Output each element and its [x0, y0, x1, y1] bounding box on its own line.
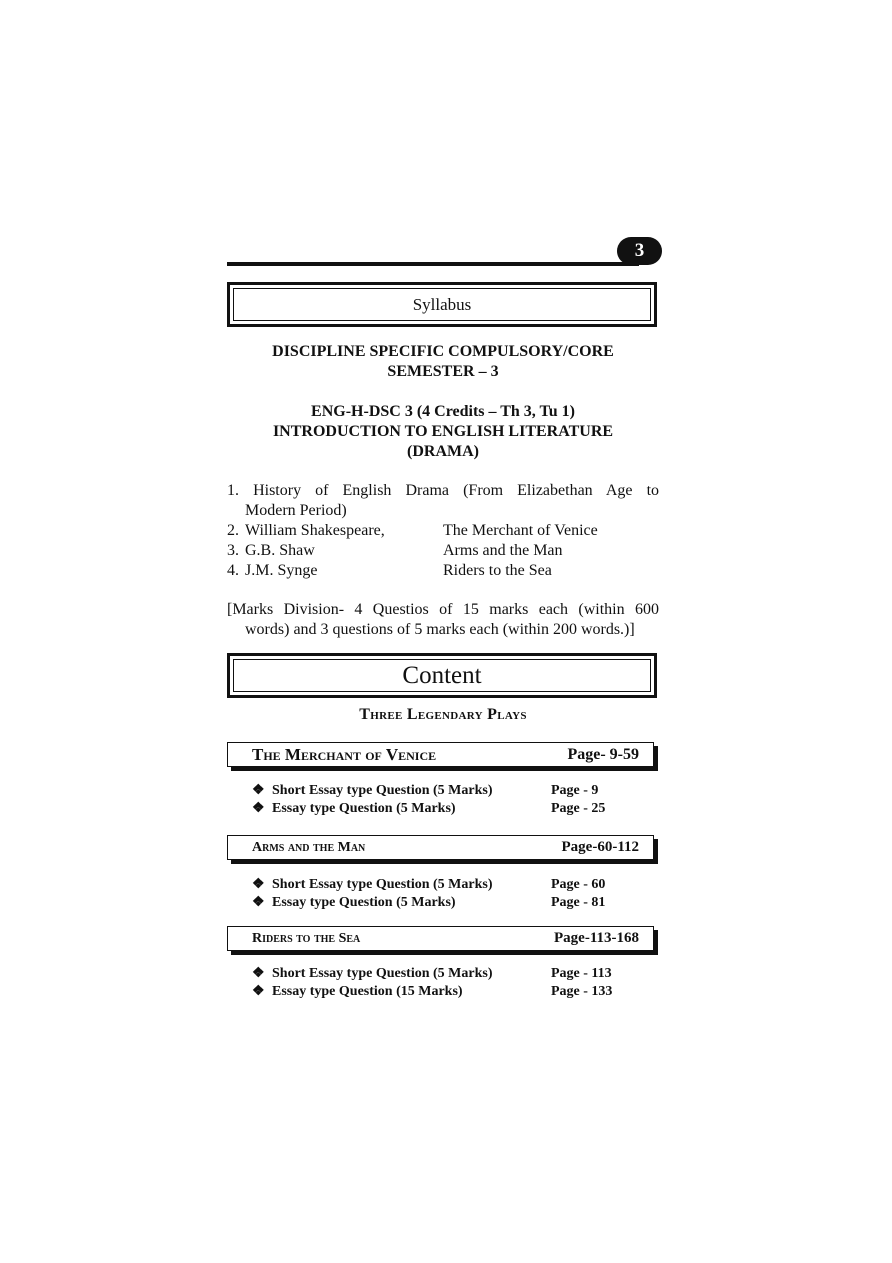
list-item [227, 541, 659, 561]
item-author: William Shakespeare, [245, 522, 385, 539]
play-page-range: Page-113-168 [554, 930, 639, 946]
question-list [252, 782, 652, 818]
question-list [252, 876, 652, 912]
marks-line-1: [Marks Division- 4 Questios of 15 marks each (within 600 [227, 601, 659, 618]
item-work: The Merchant of Venice [443, 522, 598, 539]
question-label: Essay type Question (5 Marks) [272, 801, 456, 816]
list-item [252, 983, 652, 1001]
diamond-bullet-icon: ❖ [252, 966, 265, 981]
play-title: Riders to the Sea [252, 930, 361, 946]
course-code: ENG-H-DSC 3 (4 Credits – Th 3, Tu 1) [311, 403, 575, 420]
marks-line-2: words) and 3 questions of 5 marks each (within 200 words.)] [245, 621, 635, 638]
play-box-arms-and-the-man [227, 835, 654, 860]
diamond-bullet-icon: ❖ [252, 801, 265, 816]
syllabus-list [227, 481, 659, 581]
diamond-bullet-icon: ❖ [252, 895, 265, 910]
course-title: INTRODUCTION TO ENGLISH LITERATURE [272, 423, 614, 440]
play-page-range: Page-60-112 [561, 839, 639, 855]
content-heading: Content [233, 659, 651, 692]
list-item [252, 894, 652, 912]
list-item [252, 800, 652, 818]
item-author: G.B. Shaw [245, 542, 315, 559]
item-number: 2. [227, 522, 239, 539]
list-item [227, 521, 659, 541]
question-label: Short Essay type Question (5 Marks) [272, 783, 493, 798]
question-list [252, 965, 652, 1001]
play-page-range: Page- 9-59 [567, 745, 639, 763]
question-page: Page - 113 [551, 966, 612, 981]
content-heading-box [227, 653, 657, 698]
question-page: Page - 133 [551, 984, 613, 999]
item-work: Riders to the Sea [443, 562, 552, 579]
question-page: Page - 25 [551, 801, 606, 816]
item-author: J.M. Synge [245, 562, 318, 579]
item-number: 1. [227, 482, 239, 499]
play-box-riders-to-the-sea [227, 926, 654, 951]
header-rule [227, 262, 639, 266]
list-item [252, 965, 652, 983]
play-title: The Merchant of Venice [252, 744, 437, 764]
question-page: Page - 81 [551, 895, 606, 910]
question-label: Essay type Question (5 Marks) [272, 895, 456, 910]
content-subtitle: Three Legendary Plays [359, 706, 527, 723]
course-subtitle: (DRAMA) [407, 443, 479, 460]
item-text: History of English Drama (From Elizabethan Age to [253, 482, 660, 499]
item-number: 4. [227, 562, 239, 579]
play-title: Arms and the Man [252, 839, 366, 855]
list-item [252, 876, 652, 894]
question-label: Essay type Question (15 Marks) [272, 984, 463, 999]
discipline-line: DISCIPLINE SPECIFIC COMPULSORY/CORE [272, 343, 614, 360]
diamond-bullet-icon: ❖ [252, 783, 265, 798]
syllabus-heading-box [227, 282, 657, 327]
diamond-bullet-icon: ❖ [252, 877, 265, 892]
page-number-badge: 3 [617, 237, 662, 265]
diamond-bullet-icon: ❖ [252, 984, 265, 999]
question-page: Page - 9 [551, 783, 599, 798]
question-label: Short Essay type Question (5 Marks) [272, 966, 493, 981]
question-page: Page - 60 [551, 877, 606, 892]
play-box-merchant-of-venice [227, 742, 654, 767]
item-text-continued: Modern Period) [245, 502, 347, 519]
list-item [252, 782, 652, 800]
marks-division [227, 600, 659, 640]
semester-line: SEMESTER – 3 [387, 363, 499, 380]
question-label: Short Essay type Question (5 Marks) [272, 877, 493, 892]
item-work: Arms and the Man [443, 542, 563, 559]
syllabus-heading: Syllabus [233, 288, 651, 321]
list-item [227, 481, 659, 501]
item-number: 3. [227, 542, 239, 559]
list-item [227, 561, 659, 581]
